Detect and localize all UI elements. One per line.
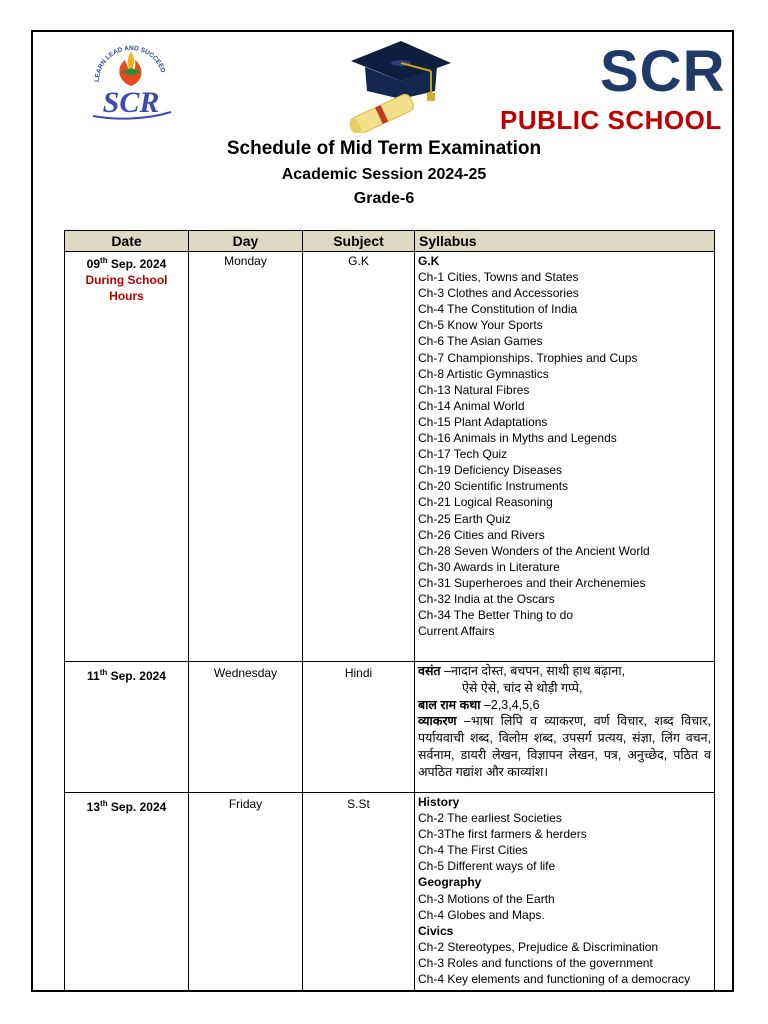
session-title: Academic Session 2024-25 bbox=[281, 166, 487, 183]
syllabus-list bbox=[418, 269, 711, 639]
exam-date: 11th Sep. 2024 bbox=[87, 668, 166, 683]
syllabus-item: Ch-4 Key elements and functioning of a democracy bbox=[418, 972, 691, 987]
syllabus-item: Ch-3 Motions of the Earth bbox=[418, 891, 555, 906]
date-cell bbox=[65, 793, 189, 991]
syllabus-item: Ch-30 Awards in Literature bbox=[418, 559, 560, 574]
syllabus-list bbox=[418, 939, 711, 987]
logo-monogram: SCR bbox=[102, 86, 160, 119]
timing-note: During School bbox=[85, 273, 168, 288]
syllabus-heading: History bbox=[418, 795, 460, 809]
graduation-cap-icon bbox=[343, 33, 453, 133]
page-title: Schedule of Mid Term Examination bbox=[226, 138, 542, 159]
table-row bbox=[65, 662, 715, 793]
header-syllabus: Syllabus bbox=[415, 231, 715, 252]
syllabus-heading: Civics bbox=[418, 923, 454, 938]
syllabus-item: Ch-5 Different ways of life bbox=[418, 859, 556, 874]
subject-cell: S.St bbox=[303, 793, 415, 991]
day-cell: Monday bbox=[189, 252, 303, 662]
timing-note: Hours bbox=[109, 289, 144, 304]
table-row bbox=[65, 252, 715, 662]
syllabus-item: Ch-1 Cities, Towns and States bbox=[418, 270, 579, 285]
syllabus-item: Ch-5 Know Your Sports bbox=[418, 318, 543, 333]
subject-cell: G.K bbox=[303, 252, 415, 662]
syllabus-cell bbox=[415, 793, 715, 991]
syllabus-item: Ch-15 Plant Adaptations bbox=[418, 414, 548, 429]
syllabus-heading: Geography bbox=[418, 875, 482, 890]
table-header-row bbox=[65, 231, 715, 252]
syllabus-item: Ch-20 Scientific Instruments bbox=[418, 479, 569, 494]
exam-date: 13th Sep. 2024 bbox=[86, 799, 167, 814]
grade-title: Grade-6 bbox=[353, 190, 415, 207]
syllabus-line: बाल राम कथा –2,3,4,5,6 bbox=[418, 697, 540, 712]
day-cell: Friday bbox=[189, 793, 303, 991]
syllabus-item: Ch-32 India at the Oscars bbox=[418, 591, 555, 606]
syllabus-item: Ch-7 Championships. Trophies and Cups bbox=[418, 350, 638, 365]
syllabus-item: Ch-4 The Constitution of India bbox=[418, 302, 578, 317]
syllabus-list bbox=[418, 891, 711, 923]
syllabus-list bbox=[418, 810, 711, 874]
logo-ring-text: LEARN LEAD AND SUCCEED bbox=[93, 44, 167, 83]
syllabus-item: Ch-2 Stereotypes, Prejudice & Discrimination bbox=[418, 939, 659, 954]
exam-schedule-table bbox=[64, 230, 715, 991]
syllabus-line: वसंत –नादान दोस्त, बचपन, साथी हाथ बढ़ाना, bbox=[418, 664, 626, 678]
syllabus-item: Ch-26 Cities and Rivers bbox=[418, 527, 545, 542]
syllabus-cell bbox=[415, 662, 715, 793]
syllabus-item: Ch-16 Animals in Myths and Legends bbox=[418, 431, 617, 446]
syllabus-heading: G.K bbox=[418, 254, 440, 268]
date-cell bbox=[65, 662, 189, 793]
date-cell bbox=[65, 252, 189, 662]
header-day: Day bbox=[189, 231, 303, 252]
syllabus-item: Ch-2 The earliest Societies bbox=[418, 811, 562, 826]
syllabus-item: Ch-28 Seven Wonders of the Ancient World bbox=[418, 543, 650, 558]
exam-date: 09th Sep. 2024 bbox=[86, 256, 167, 271]
syllabus-line: व्याकरण –भाषा लिपि व व्याकरण, वर्ण विचार, शब्द विचार, पर्यायवाची शब्द, विलोम शब्द, उपसर्ग प्रत्यय, संज्ञा, लिंग वचन, सर्वनाम, डायरी लेखन, विज्ञापन लेखन, पत्र, अनुच्छेद, पठित व अपठित गद्यांश और काव्यांश। bbox=[418, 714, 711, 779]
syllabus-item: Ch-34 The Better Thing to do bbox=[418, 608, 573, 623]
syllabus-cell bbox=[415, 252, 715, 662]
syllabus-item: Ch-3 Clothes and Accessories bbox=[418, 286, 579, 301]
syllabus-item: Ch-3 Roles and functions of the government bbox=[418, 955, 653, 970]
syllabus-item: Ch-21 Logical Reasoning bbox=[418, 495, 553, 510]
school-logo bbox=[85, 42, 177, 124]
syllabus-item: Ch-31 Superheroes and their Archenemies bbox=[418, 575, 646, 590]
syllabus-item: Ch-4 The First Cities bbox=[418, 843, 528, 858]
day-cell: Wednesday bbox=[189, 662, 303, 793]
syllabus-item: Ch-14 Animal World bbox=[418, 398, 525, 413]
header-date: Date bbox=[65, 231, 189, 252]
school-name: PUBLIC SCHOOL bbox=[500, 105, 722, 135]
subject-cell: Hindi bbox=[303, 662, 415, 793]
brand-name: SCR bbox=[600, 39, 726, 104]
syllabus-item: Ch-4 Globes and Maps. bbox=[418, 907, 545, 922]
syllabus-item: Ch-8 Artistic Gymnastics bbox=[418, 366, 549, 381]
syllabus-item: Ch-19 Deficiency Diseases bbox=[418, 463, 563, 478]
syllabus-line: ऐसे ऐसे, चांद से थोड़ी गप्पे, bbox=[462, 680, 583, 695]
table-row bbox=[65, 793, 715, 991]
syllabus-item: Ch-17 Tech Quiz bbox=[418, 447, 508, 462]
syllabus-item: Current Affairs bbox=[418, 624, 495, 639]
syllabus-item: Ch-25 Earth Quiz bbox=[418, 511, 511, 526]
syllabus-item: Ch-3The first farmers & herders bbox=[418, 827, 587, 842]
header-subject: Subject bbox=[303, 231, 415, 252]
syllabus-item: Ch-13 Natural Fibres bbox=[418, 382, 530, 397]
syllabus-item: Ch-6 The Asian Games bbox=[418, 334, 543, 349]
